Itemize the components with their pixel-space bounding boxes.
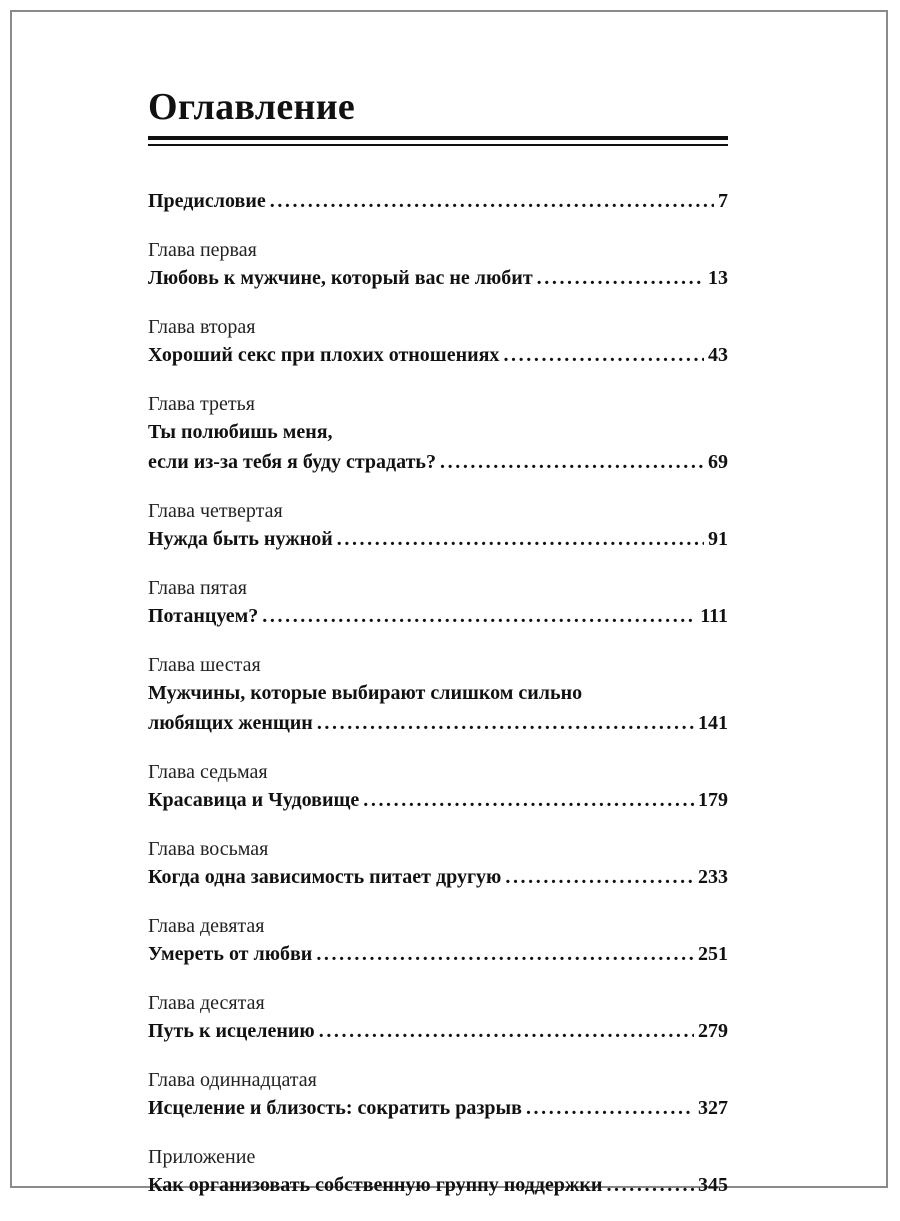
dot-leader bbox=[317, 708, 694, 738]
dot-leader bbox=[503, 340, 704, 370]
dot-leader bbox=[440, 447, 704, 477]
entry-row bbox=[148, 1170, 728, 1200]
entry-row bbox=[148, 340, 728, 370]
toc-entry-10[interactable] bbox=[148, 913, 728, 969]
entry-title: Умереть от любви bbox=[148, 942, 313, 965]
dot-leader bbox=[270, 186, 714, 216]
toc-entry-9[interactable] bbox=[148, 836, 728, 892]
entry-row bbox=[148, 524, 728, 554]
dot-leader bbox=[319, 1016, 694, 1046]
dot-leader bbox=[526, 1093, 694, 1123]
page-number: 91 bbox=[708, 527, 728, 550]
chapter-label: Глава седьмая bbox=[148, 760, 268, 783]
page-title: Оглавление bbox=[148, 86, 356, 128]
chapter-label: Глава восьмая bbox=[148, 837, 269, 860]
toc-entry-4[interactable] bbox=[148, 391, 728, 477]
dot-leader bbox=[606, 1170, 694, 1200]
toc-entry-7[interactable] bbox=[148, 652, 728, 738]
dot-leader bbox=[337, 524, 704, 554]
entry-row bbox=[148, 939, 728, 969]
dot-leader bbox=[262, 601, 696, 631]
entry-row bbox=[148, 447, 728, 477]
entry-title: Любовь к мужчине, который вас не любит bbox=[148, 266, 533, 289]
page-number: 43 bbox=[708, 343, 728, 366]
entry-title: Как организовать собственную группу поддержки bbox=[148, 1173, 603, 1196]
toc-list bbox=[148, 186, 728, 1200]
toc-entry-11[interactable] bbox=[148, 990, 728, 1046]
entry-row bbox=[148, 1016, 728, 1046]
entry-title: Хороший секс при плохих отношениях bbox=[148, 343, 500, 366]
entry-title: Потанцуем? bbox=[148, 604, 259, 627]
dot-leader bbox=[505, 862, 694, 892]
chapter-label: Глава первая bbox=[148, 238, 257, 261]
chapter-label: Приложение bbox=[148, 1145, 256, 1168]
page-number: 233 bbox=[698, 865, 728, 888]
entry-row bbox=[148, 263, 728, 293]
dot-leader bbox=[316, 939, 694, 969]
dot-leader bbox=[537, 263, 704, 293]
chapter-label: Глава четвертая bbox=[148, 499, 283, 522]
entry-title: если из-за тебя я буду страдать? bbox=[148, 450, 437, 473]
toc-entry-6[interactable] bbox=[148, 575, 728, 631]
toc-entry-8[interactable] bbox=[148, 759, 728, 815]
title-rule-thick bbox=[148, 136, 728, 140]
entry-row bbox=[148, 708, 728, 738]
table-of-contents bbox=[148, 82, 728, 1221]
page-number: 345 bbox=[698, 1173, 728, 1196]
page-number: 179 bbox=[698, 788, 728, 811]
entry-row bbox=[148, 862, 728, 892]
page-number: 7 bbox=[718, 189, 728, 212]
entry-title-lines bbox=[148, 678, 728, 708]
entry-title: Исцеление и близость: сократить разрыв bbox=[148, 1096, 522, 1119]
toc-entry-3[interactable] bbox=[148, 314, 728, 370]
toc-entry-5[interactable] bbox=[148, 498, 728, 554]
entry-title: Предисловие bbox=[148, 189, 266, 212]
entry-row bbox=[148, 601, 728, 631]
entry-title: Красавица и Чудовище bbox=[148, 788, 360, 811]
page-number: 13 bbox=[708, 266, 728, 289]
page-number: 111 bbox=[700, 604, 728, 627]
chapter-label: Глава десятая bbox=[148, 991, 265, 1014]
page-number: 141 bbox=[698, 711, 728, 734]
toc-entry-13[interactable] bbox=[148, 1144, 728, 1200]
entry-title: Путь к исцелению bbox=[148, 1019, 315, 1042]
dot-leader bbox=[363, 785, 694, 815]
entry-title: Нужда быть нужной bbox=[148, 527, 333, 550]
chapter-label: Глава шестая bbox=[148, 653, 261, 676]
chapter-label: Глава девятая bbox=[148, 914, 265, 937]
entry-title-line: Ты полюбишь меня, bbox=[148, 420, 333, 443]
page-number: 327 bbox=[698, 1096, 728, 1119]
toc-entry-1[interactable] bbox=[148, 186, 728, 216]
toc-entry-12[interactable] bbox=[148, 1067, 728, 1123]
toc-entry-2[interactable] bbox=[148, 237, 728, 293]
chapter-label: Глава одиннадцатая bbox=[148, 1068, 317, 1091]
page-number: 251 bbox=[698, 942, 728, 965]
page-number: 69 bbox=[708, 450, 728, 473]
entry-row bbox=[148, 1093, 728, 1123]
title-rule-thin bbox=[148, 144, 728, 146]
chapter-label: Глава пятая bbox=[148, 576, 247, 599]
entry-title-lines bbox=[148, 417, 728, 447]
entry-title: Когда одна зависимость питает другую bbox=[148, 865, 502, 888]
entry-row bbox=[148, 186, 728, 216]
chapter-label: Глава вторая bbox=[148, 315, 256, 338]
chapter-label: Глава третья bbox=[148, 392, 255, 415]
page-number: 279 bbox=[698, 1019, 728, 1042]
entry-row bbox=[148, 785, 728, 815]
entry-title: любящих женщин bbox=[148, 711, 313, 734]
entry-title-line: Мужчины, которые выбирают слишком сильно bbox=[148, 681, 583, 704]
